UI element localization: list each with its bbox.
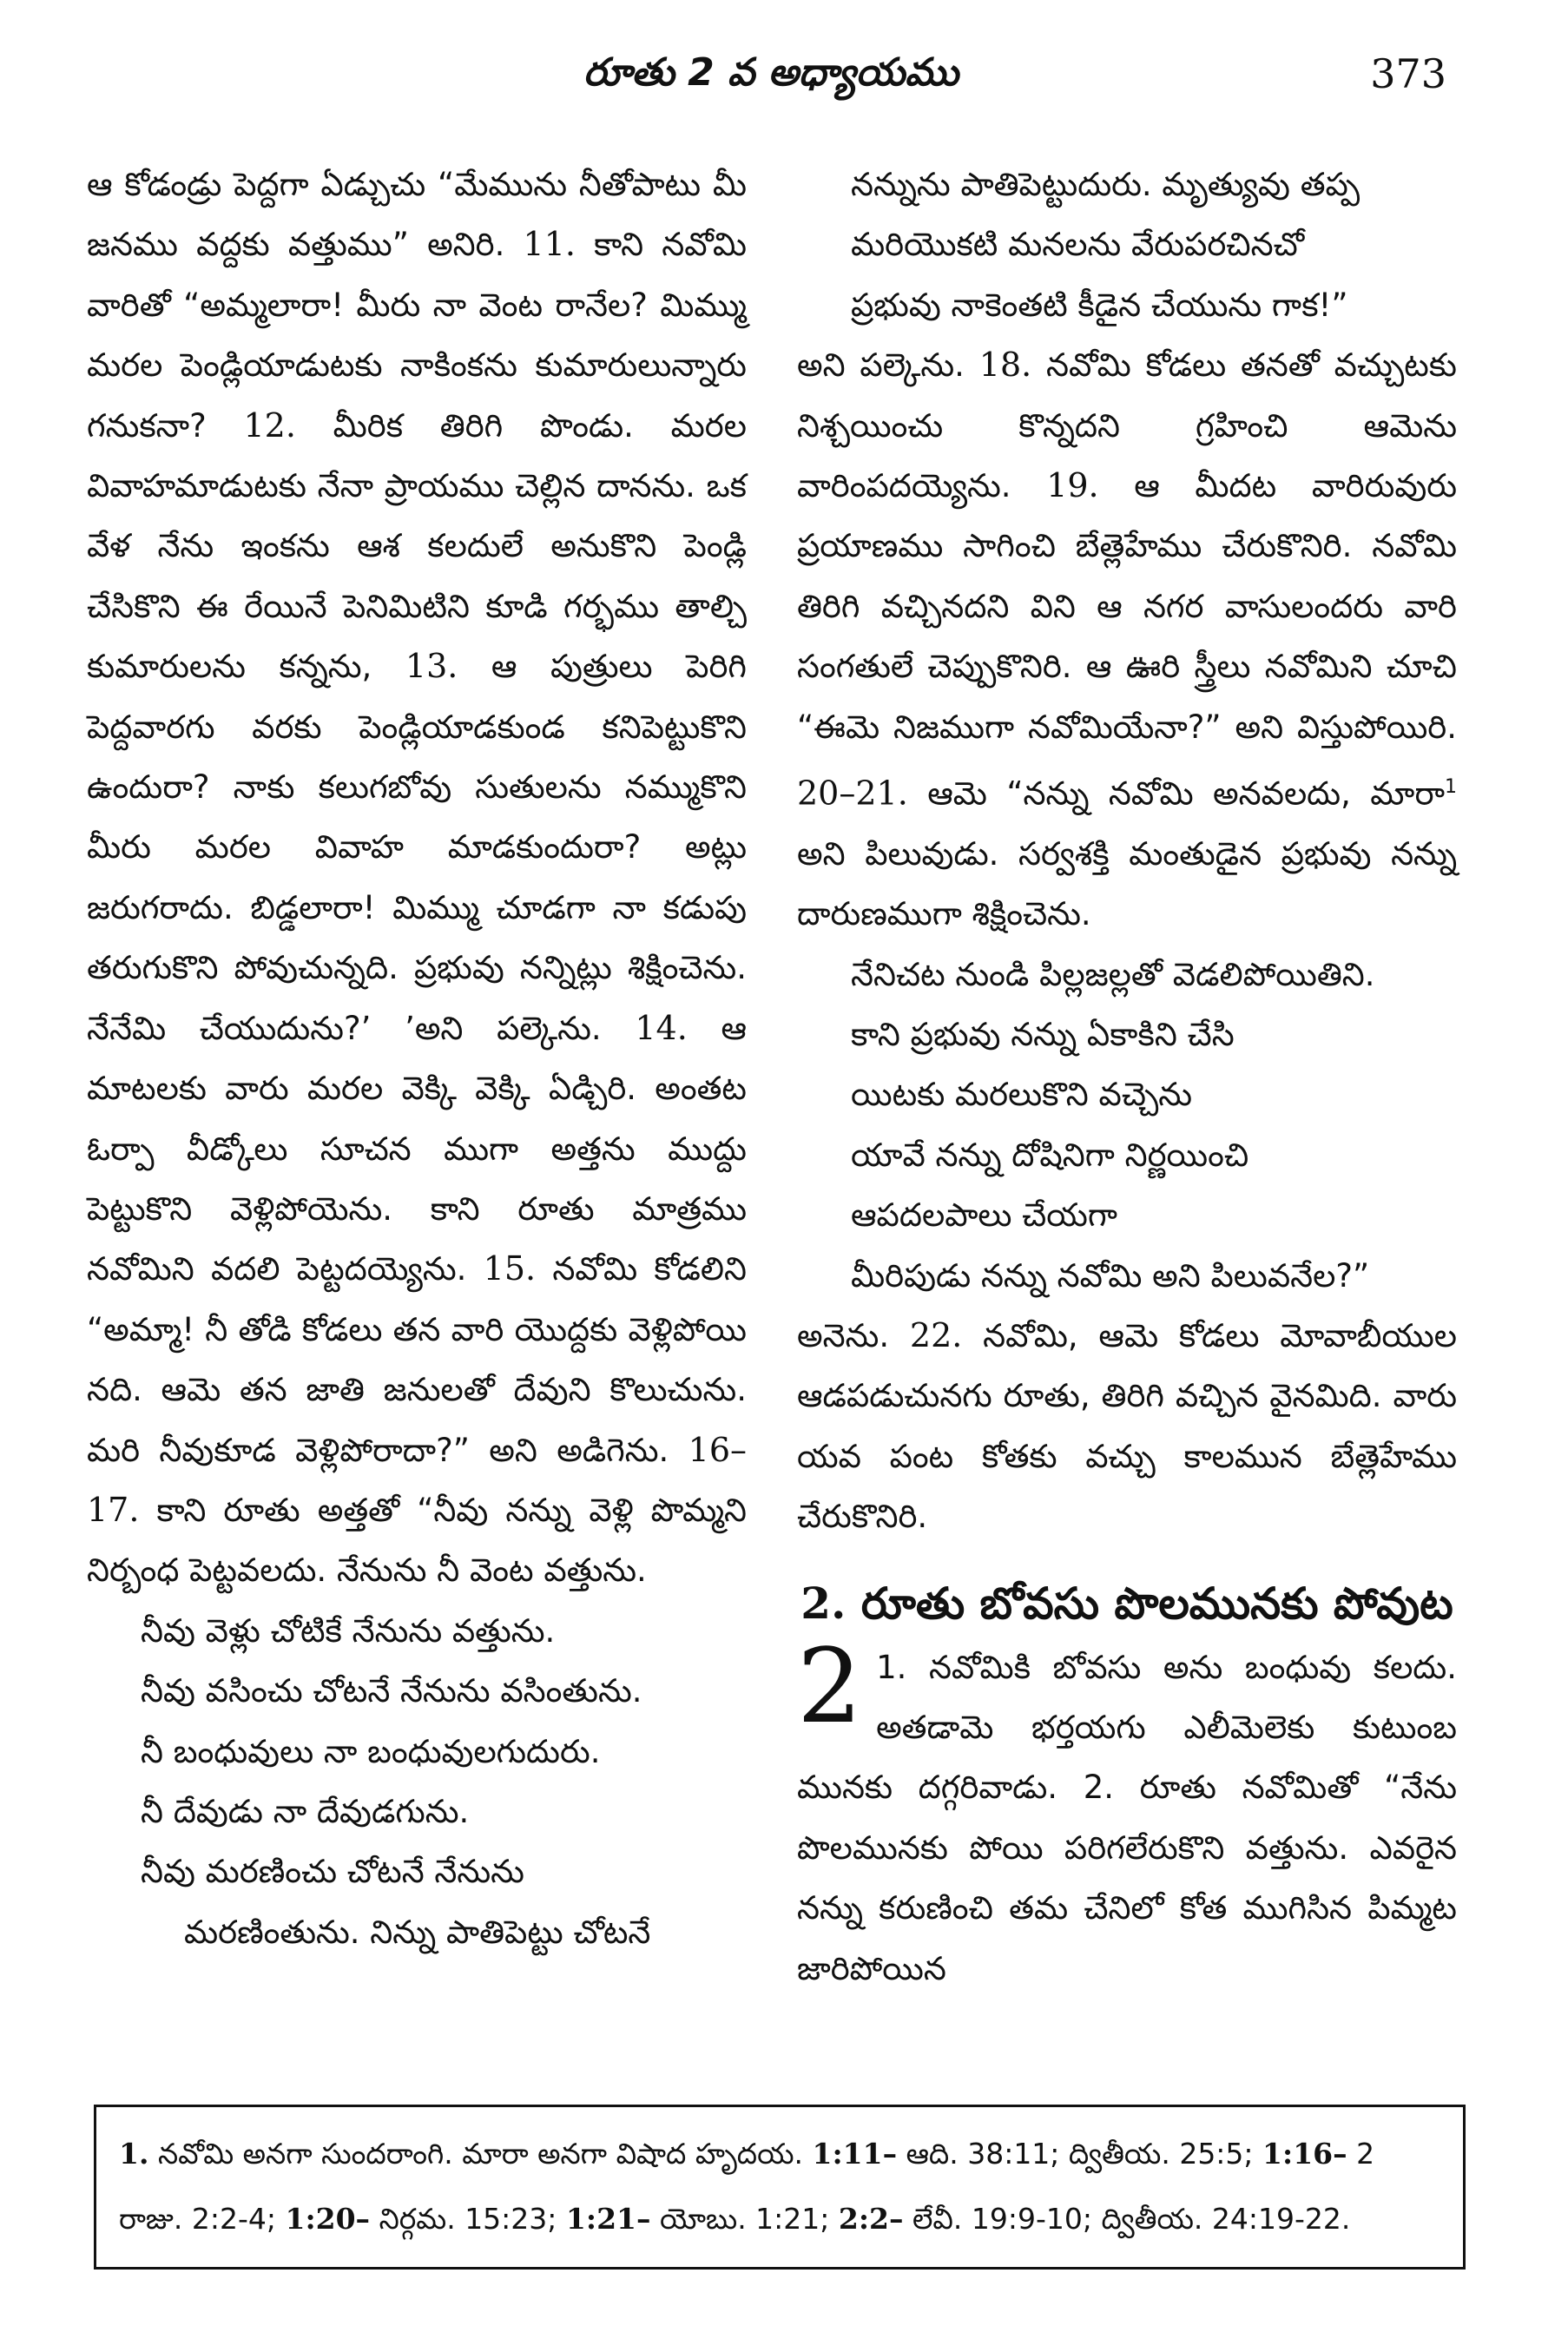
running-title: రూతు 2 వ అధ్యాయము <box>583 50 959 95</box>
footnote-marker[interactable]: 1 <box>1445 776 1457 799</box>
footnote-box <box>94 2105 1466 2270</box>
verse-number: 16–17. <box>87 1430 747 1529</box>
footnote-mark: 1. <box>119 2137 149 2171</box>
poem-line: నేనిచట నుండి పిల్లజల్లతో వెడలిపోయితిని. <box>851 955 1375 993</box>
paragraph-text: నవోమి కోడలిని “అమ్మా! నీ తోడి కోడలు తన వారి యొద్దకు వెళ్లిపోయి నది. ఆమె తన జాతి జనులతో దేవుని కొలుచును. మరి నీవుకూడ వెళ్లిపోరాదా?” అని అడిగెను. <box>87 1250 747 1469</box>
paragraph-text: ఆ కోడండ్రు పెద్దగా ఏడ్చుచు “మేమును నీతోపాటు మీ జనము వద్దకు వత్తుము” అనిరి. <box>87 166 747 264</box>
verse-number: 2. <box>1083 1769 1115 1807</box>
paragraph-text: నవోమికి బోవసు అను బంధువు కలదు. అతడామె భర్తయగు ఎలీమెలెకు కుటుంబ మునకు దగ్గరివాడు. <box>797 1648 1457 1807</box>
poem-line: మీరిపుడు నన్ను నవోమి అని పిలువనేల?” <box>851 1256 1370 1295</box>
cross-reference-text: యోబు. 1:21; <box>660 2202 830 2236</box>
body-paragraph <box>87 155 747 1601</box>
poem-line: యావే నన్ను దోషినిగా నిర్ణయించి <box>851 1136 1249 1174</box>
paragraph-text: ఆ మాటలకు వారు మరల వెక్కి వెక్కి ఏడ్చిరి. అంతట ఓర్పా వీడ్కోలు సూచన ముగా అత్తను ముద్దు పెట్టుకొని వెళ్లిపోయెను. కాని రూతు మాత్రము నవోమిని వదలి పెట్టదయ్యెను. <box>87 1009 748 1288</box>
cross-reference: 1:21– <box>565 2202 651 2236</box>
section-title: రూతు బోవసు పొలమునకు పోవుట <box>860 1578 1453 1629</box>
paragraph-text: నవోమి కోడలు తనతో వచ్చుటకు నిశ్చయించు కొన్నదని గ్రహించి ఆమెను వారింపదయ్యెను. <box>797 346 1457 505</box>
poem-line: మరియొకటి మనలను వేరుపరచినచో <box>851 226 1305 264</box>
verse-number: 1. <box>876 1648 907 1686</box>
cross-reference-text: 2 రాజు. 2:2-4; <box>119 2137 1375 2236</box>
verse-number: 19. <box>1046 466 1099 505</box>
section-number: 2. <box>800 1577 847 1629</box>
paragraph-text: మీరిక తిరిగి పొండు. మరల వివాహమాడుటకు నేనా ప్రాయము చెల్లిన దానను. ఒక వేళ నేను ఇంకను ఆశ కలదులే అనుకొని పెండ్లి చేసికొని ఈ రేయినే పెనిమిటిని కూడి గర్భము తాల్చి కుమారులను కన్నను, <box>87 406 747 686</box>
paragraph-text: నవోమి, ఆమె కోడలు మోవాబీయుల ఆడపడుచునగు రూతు, తిరిగి వచ్చిన వైనమిది. వారు యవ పంట కోతకు వచ్చు కాలమున బేత్లెహేము చేరుకొనిరి. <box>797 1317 1458 1536</box>
paragraph-text: ఆ మీదట వారిరువురు ప్రయాణము సాగించి బేత్లెహేము చేరుకొనిరి. నవోమి తిరిగి వచ్చినదని విని ఆ నగర వాసులందరు వారి సంగతులే చెప్పుకొనిరి. ఆ ఊరి స్త్రీలు నవోమిని చూచి “ఈమె నిజముగా నవోమియేనా?” అని విస్తుపోయిరి. <box>797 467 1457 746</box>
right-column <box>797 155 1457 1999</box>
verse-number: 14. <box>635 1008 688 1047</box>
poem-line: యిటకు మరలుకొని వచ్చెను <box>851 1076 1193 1114</box>
cross-reference: 1:16– <box>1262 2137 1347 2171</box>
cross-reference: 1:11– <box>812 2137 898 2171</box>
body-paragraph <box>797 335 1457 944</box>
cross-reference-text: నిర్గమ. 15:23; <box>379 2202 557 2236</box>
poem-line: నన్నును పాతిపెట్టుదురు. మృత్యువు తప్ప <box>851 166 1360 203</box>
poem-line: ప్రభువు నాకెంతటి కీడైన చేయును గాక!” <box>851 286 1348 324</box>
poem-line: నీ బంధువులు నా బంధువులగుదురు. <box>141 1732 601 1770</box>
poem-line: నీ దేవుడు నా దేవుడగును. <box>141 1792 470 1830</box>
paragraph-text: రూతు నవోమితో “నేను పొలమునకు పోయి పరిగలేరుకొని వత్తును. ఎవరైన నన్ను కరుణించి తమ చేనిలో కోత ముగిసిన పిమ్మట జారిపోయిన <box>797 1769 1457 1987</box>
verse-number: 13. <box>405 647 458 686</box>
paragraph-text: అని పిలువుడు. సర్వశక్తి మంతుడైన ప్రభువు నన్ను దారుణముగా శిక్షించెను. <box>797 834 1457 933</box>
paragraph-text: కాని రూతు అత్తతో “నీవు నన్ను వెళ్లి పొమ్మని నిర్బంధ పెట్టవలదు. నేనును నీ వెంట వత్తును. <box>87 1491 747 1590</box>
left-column <box>87 155 747 1962</box>
chapter-number: 2 <box>797 1625 863 1746</box>
section-heading <box>797 1575 1457 1632</box>
poem-line: నీవు వసించు చోటనే నేనును వసింతును. <box>141 1672 642 1710</box>
running-header <box>96 50 1446 111</box>
poem-line: నీవు మరణించు చోటనే నేనును <box>141 1853 524 1891</box>
cross-reference: 2:2– <box>838 2202 904 2236</box>
footnote-text: నవోమి అనగా సుందరాంగి. మారా అనగా విషాద హృదయ. <box>157 2137 804 2171</box>
verse-number: 11. <box>523 225 576 264</box>
body-paragraph <box>797 1306 1457 1547</box>
poem-line: ఆపదలపాలు చేయగా <box>851 1196 1117 1235</box>
cross-reference-text: లేవీ. 19:9-10; ద్వితీయ. 24:19-22. <box>912 2202 1351 2236</box>
verse-number: 20–21. <box>797 774 908 813</box>
paragraph-text: ఆ పుత్రులు పెరిగి పెద్దవారగు వరకు పెండ్లియాడకుండ కనిపెట్టుకొని ఉందురా? నాకు కలుగబోవు సుతులను నమ్ముకొని మీరు మరల వివాహ మాడకుందురా? అట్లు జరుగరాదు. బిడ్డలారా! మిమ్ము చూడగా నా కడుపు తరుగుకొని పోవుచున్నది. ప్రభువు నన్నిట్లు శిక్షించెను. నేనేమి చేయుదును?’ ’అని పల్కెను. <box>87 648 747 1047</box>
paragraph-text: కాని నవోమి వారితో “అమ్మలారా! మీరు నా వెంట రానేల? మిమ్ము మరల పెండ్లియాడుటకు నాకింకను కుమారులున్నారు గనుకనా? <box>87 226 747 445</box>
paragraph-text: అనెను. <box>797 1317 890 1355</box>
cross-reference-text: ఆది. 38:11; ద్వితీయ. 25:5; <box>906 2137 1254 2171</box>
verse-number: 15. <box>483 1249 537 1288</box>
poem-line: మరణింతును. నిన్ను పాతిపెట్టు చోటనే <box>184 1913 651 1951</box>
cross-reference: 1:20– <box>285 2202 371 2236</box>
paragraph-text: అని పల్కెను. <box>797 346 965 385</box>
verse-number: 12. <box>243 405 296 445</box>
poem-line: కాని ప్రభువు నన్ను ఏకాకిని చేసి <box>851 1016 1235 1054</box>
chapter-paragraph <box>797 1625 1457 1999</box>
verse-number: 18. <box>978 346 1032 385</box>
page-number: 373 <box>1370 50 1446 97</box>
poem-line: నీవు వెళ్లు చోటికే నేనును వత్తును. <box>141 1611 556 1650</box>
verse-number: 22. <box>909 1316 963 1355</box>
paragraph-text: ఆమె “నన్ను నవోమి అనవలదు, మారా <box>927 774 1445 813</box>
